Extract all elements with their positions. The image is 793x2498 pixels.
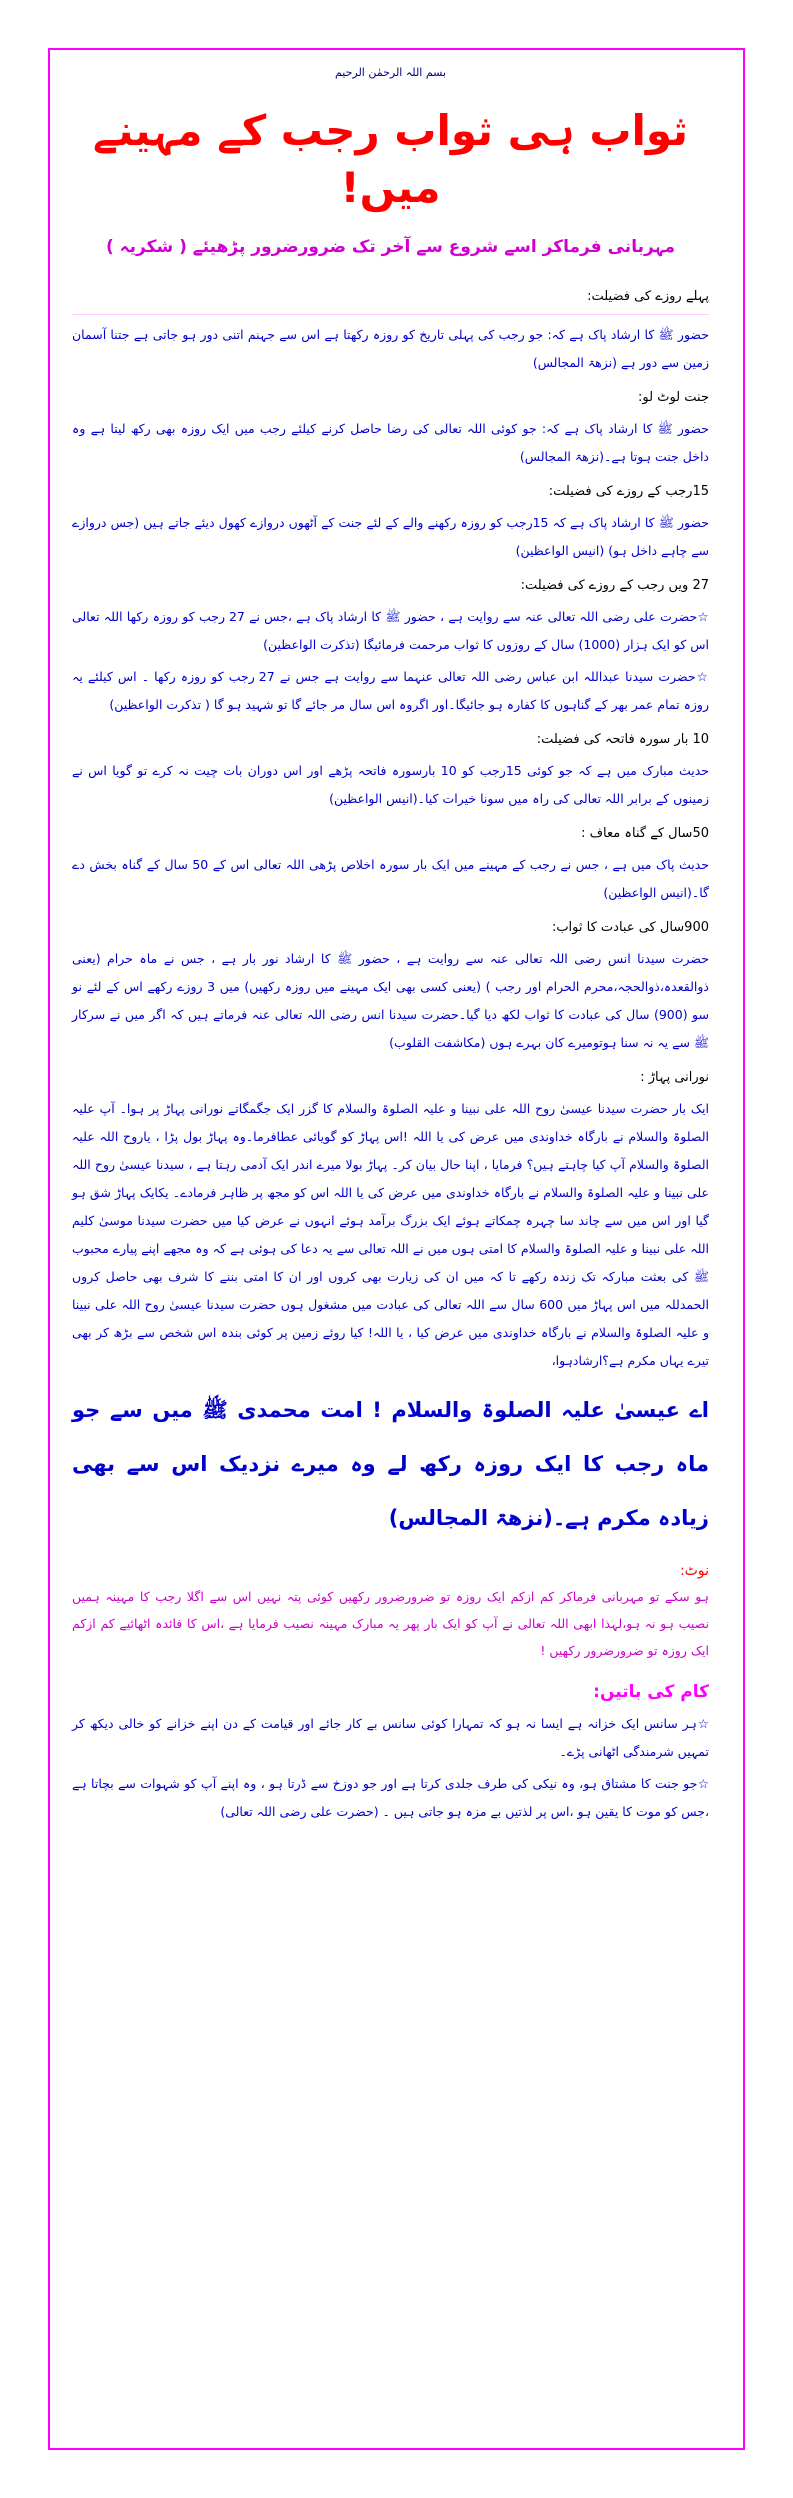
section-first-fast [72, 286, 709, 377]
section-50-years [72, 823, 709, 907]
section-heading: 900سال کی عبادت کا ثواب: [551, 920, 709, 936]
useful-points-heading: کام کی باتیں: [593, 1682, 709, 1703]
note-heading: نوٹ: [679, 1563, 709, 1580]
section-loot-jannah [72, 387, 709, 471]
page-frame [48, 48, 745, 2450]
section-paragraph: ☆حضرت علی رضی اللہ تعالی عنہ سے روایت ہے ، حضور ﷺ کا ارشاد پاک ہے ،جس نے 27 رجب کو روزہ رکھا اللہ تعالی اس کو ایک ہزار (1000) سال کے روزوں کا ثواب مرحمت فرمائیگا (تذکرت الواعظین) [72, 608, 709, 652]
note-text: ہو سکے تو مہربانی فرماکر کم ازکم ایک روزہ تو ضرورضرور رکھیں کوئی پتہ نہیں اس سے اگلا رجب کا مہینہ ہمیں نصیب ہو نہ ہو،لہذا ابھی اللہ تعالی نے آپ کو ایک بار پھر یہ مبارک مہینہ نصیب فرمایا ہے ،اس کا فائدہ اٹھائیے کم ازکم ایک روزہ تو ضرورضرور رکھیں ! [72, 1589, 709, 1659]
section-paragraph: ☆حضرت سیدنا عبداللہ ابن عباس رضی اللہ تعالی عنہما سے روایت ہے جس نے 27 رجب کو روزہ رکھا ۔ اس کیلئے یہ روزہ تمام عمر بھر کے گناہوں کا کفارہ ہو جائیگا۔اور اگروہ اس سال مر جائے گا تو شہید ہو گا ( تذکرت الواعظین) [72, 668, 709, 712]
section-27-rajab [72, 575, 709, 719]
section-heading: 50سال کے گناہ معاف : [581, 826, 709, 842]
section-15-rajab [72, 481, 709, 565]
section-paragraph: حضور ﷺ کا ارشاد پاک ہے کہ: جو رجب کی پہلی تاریخ کو روزہ رکھتا ہے اس سے جہنم اتنی دور ہو جاتی ہے جتنا آسمان زمین سے دور ہے (نزھۃ المجالس) [72, 326, 709, 370]
section-surah-fatiha [72, 729, 709, 813]
section-heading: 10 بار سورہ فاتحہ کی فضیلت: [536, 731, 709, 747]
section-heading: 27 ویں رجب کے روزے کی فضیلت: [520, 577, 709, 593]
section-heading: نورانی پہاڑ : [640, 1070, 709, 1086]
page-subtitle: مہربانی فرماکر اسے شروع سے آخر تک ضرورضرور پڑھیئے ( شکریہ ) [105, 237, 676, 258]
section-paragraph: حضور ﷺ کا ارشاد پاک ہے کہ: جو کوئی اللہ تعالی کی رضا حاصل کرنے کیلئے رجب میں ایک روزہ بھی رکھ لیتا ہے وہ داخل جنت ہوتا ہے۔(نزھۃ المجالس) [72, 420, 709, 464]
section-paragraph: حدیث پاک میں ہے ، جس نے رجب کے مہینے میں ایک بار سورہ اخلاص پڑھی اللہ تعالی اس کے 50 سال کے گناہ بخش دے گا۔(انیس الواعظین) [72, 857, 709, 901]
section-noorani-pahar [72, 1067, 709, 1375]
bismillah-header: بسم اللہ الرحمٰن الرحیم [334, 66, 447, 79]
page-title: ثواب ہی ثواب رجب کے مہینے میں! [92, 106, 689, 212]
highlight-quote: اے عیسیٰ علیہ الصلوۃ والسلام ! امت محمدی ﷺ میں سے جو ماہ رجب کا ایک روزہ رکھ لے وہ میرے نزدیک اس سے بھی زیادہ مکرم ہے۔(نزھۃ المجالس) [72, 1398, 709, 1531]
section-900-years [72, 917, 709, 1057]
section-paragraph: ایک بار حضرت سیدنا عیسیٰ روح اللہ علی نبینا و علیہ الصلوۃ والسلام کا گزر ایک جگمگاتے نورانی پہاڑ پر ہوا۔ آپ علیہ الصلوۃ والسلام نے بارگاہ خداوندی میں عرض کی یا اللہ !اس پہاڑ کو گویائی عطافرما۔وہ پہاڑ بول پڑا ، یاروح اللہ علیہ الصلوۃ والسلام آپ کیا چاہتے ہیں؟ فرمایا ، اپنا حال بیان کر۔ پہاڑ بولا میرے اندر ایک آدمی رہتا ہے ، سیدنا عیسیٰ روح اللہ علی نبینا و علیہ الصلوۃ والسلام نے بارگاہ خداوندی میں عرض کی یا اللہ اس کو مجھ پر ظاہر فرمادے۔ یکایک پہاڑ شق ہو گیا اور اس میں سے چاند سا چہرہ چمکاتے ہوئے ایک بزرگ برآمد ہوئے انہوں نے عرض کیا میں حضرت سیدنا موسیٰ کلیم اللہ علی نبینا و علیہ الصلوۃ والسلام کا امتی ہوں میں نے اللہ تعالی سے یہ دعا کی ہوئی ہے کہ وہ مجھے اپنے پیارے محبوب ﷺ کی بعثت مبارکہ تک زندہ رکھے تا کہ میں ان کی زیارت بھی کروں اور ان کا امتی بننے کا شرف بھی حاصل کروں الحمدللہ میں اس پہاڑ میں 600 سال سے اللہ تعالی کی عبادت میں مشغول ہوں حضرت سیدنا عیسیٰ روح اللہ علی نبینا و علیہ الصلوۃ والسلام نے بارگاہ خداوندی میں عرض کیا ، یا اللہ! کیا روئے زمین پر کوئی بندہ اس شخص سے بڑھ کر بھی تیرے یہاں مکرم ہے؟ارشادہوا، [72, 1101, 710, 1369]
section-heading: 15رجب کے روزے کی فضیلت: [548, 483, 709, 499]
useful-point: ☆جو جنت کا مشتاق ہو، وہ نیکی کی طرف جلدی کرتا ہے اور جو دوزخ سے ڈرتا ہو ، وہ اپنے آپ کو شہوات سے بچاتا ہے ،جس کو موت کا یقین ہو ،اس پر لذتیں بے مزہ ہو جاتی ہیں ۔ (حضرت علی رضی اللہ تعالی) [72, 1776, 709, 1820]
section-paragraph: حدیث مبارک میں ہے کہ جو کوئی 15رجب کو 10 بارسورہ فاتحہ پڑھے اور اس دوران بات چیت نہ کرے تو گویا اس نے زمینوں کے برابر اللہ تعالی کی راہ میں سونا خیرات کیا۔(انیس الواعظین) [72, 763, 709, 807]
article [50, 50, 743, 1830]
section-paragraph: حضور ﷺ کا ارشاد پاک ہے کہ 15رجب کو روزہ رکھنے والے کے لئے جنت کے آٹھوں دروازے کھول دیئے جاتے ہیں (جس دروازے سے چاہے داخل ہو) (انیس الواعظین) [72, 514, 709, 558]
section-heading: پہلے روزے کی فضیلت: [587, 288, 709, 304]
divider [72, 314, 709, 315]
useful-point: ☆ہر سانس ایک خزانہ ہے ایسا نہ ہو کہ تمہارا کوئی سانس بے کار جائے اور قیامت کے دن اپنے خزانے کو خالی دیکھ کر تمہیں شرمندگی اٹھانی پڑے۔ [72, 1716, 709, 1760]
section-paragraph: حضرت سیدنا انس رضی اللہ تعالی عنہ سے روایت ہے ، حضور ﷺ کا ارشاد نور بار ہے ، جس نے ماہ حرام (یعنی ذوالقعدہ،ذوالحجہ،محرم الحرام اور رجب ) (یعنی کسی بھی ایک مہینے میں روزہ رکھیں) میں 3 روزے رکھے اس کے لئے نو سو (900) سال کی عبادت کا ثواب لکھ دیا گیا۔حضرت سیدنا انس رضی اللہ تعالی عنہ فرماتے ہیں کہ اگر میں نے سرکار ﷺ سے یہ نہ سنا ہوتومیرے کان بہرے ہوں (مکاشفت القلوب) [72, 951, 709, 1051]
section-heading: جنت لوٹ لو: [638, 389, 709, 405]
